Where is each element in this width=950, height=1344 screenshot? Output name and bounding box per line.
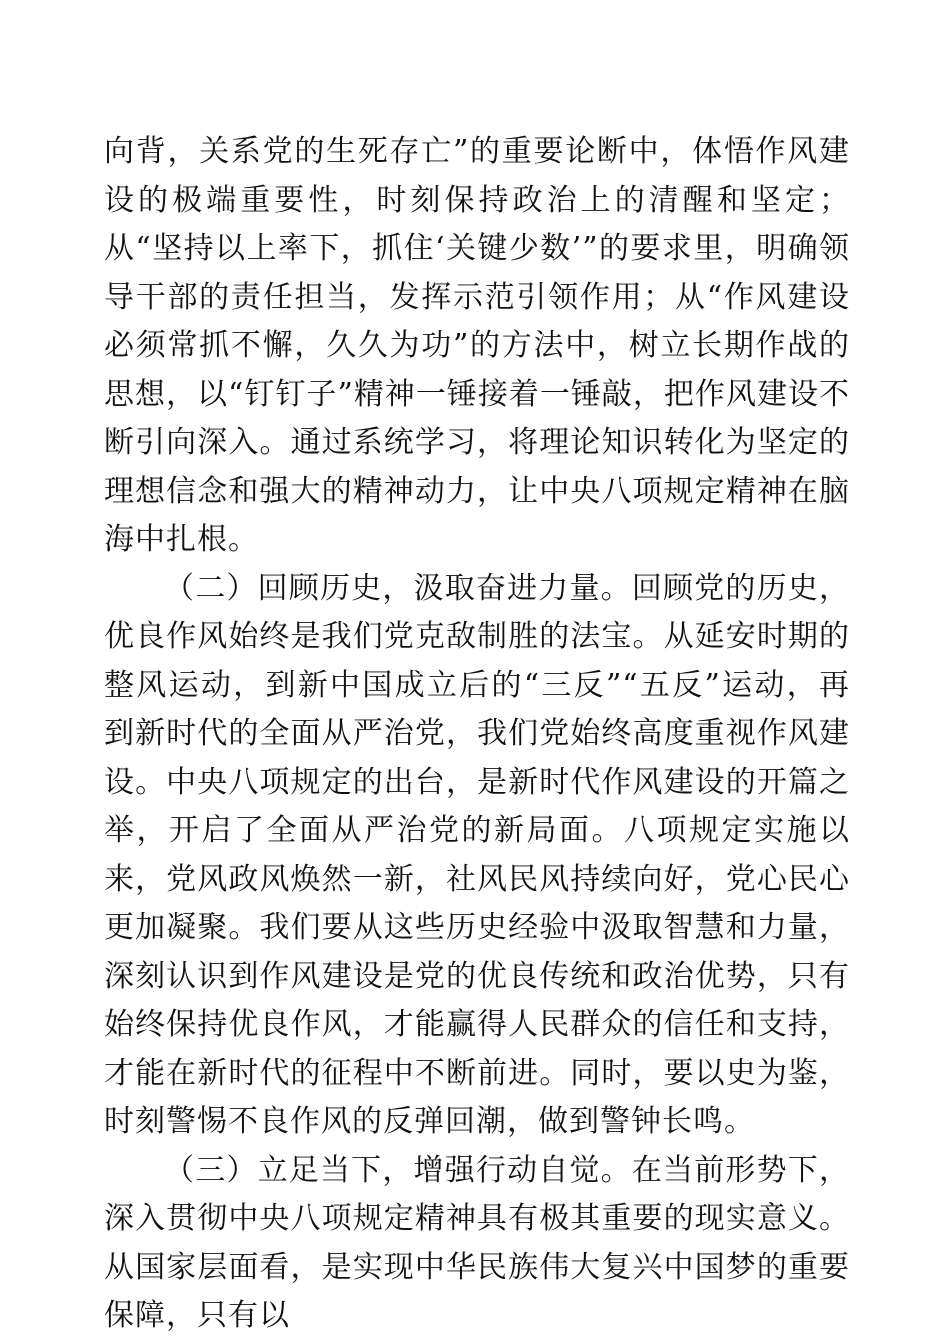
paragraph-1: 向背，关系党的生死存亡”的重要论断中，体悟作风建设的极端重要性，时刻保持政治上的清醒和坚定；从“坚持以上率下，抓住‘关键少数’”的要求里，明确领导干部的责任担当，发挥示范引领作用；从“作风建设必须常抓不懈，久久为功”的方法中，树立长期作战的思想，以“钉钉子”精神一锤接着一锤敲，把作风建设不断引向深入。通过系统学习，将理论知识转化为坚定的理想信念和强大的精神动力，让中央八项规定精神在脑海中扎根。 [104, 134, 850, 557]
document-body [104, 128, 850, 1341]
paragraph-2: （二）回顾历史，汲取奋进力量。回顾党的历史，优良作风始终是我们党克敌制胜的法宝。从延安时期的整风运动，到新中国成立后的“三反”“五反”运动，再到新时代的全面从严治党，我们党始终高度重视作风建设。中央八项规定的出台，是新时代作风建设的开篇之举，开启了全面从严治党的新局面。八项规定实施以来，党风政风焕然一新，社风民风持续向好，党心民心更加凝聚。我们要从这些历史经验中汲取智慧和力量，深刻认识到作风建设是党的优良传统和政治优势，只有始终保持优良作风，才能赢得人民群众的信任和支持，才能在新时代的征程中不断前进。同时，要以史为鉴，时刻警惕不良作风的反弹回潮，做到警钟长鸣。 [104, 570, 850, 1139]
paragraph-3: （三）立足当下，增强行动自觉。在当前形势下，深入贯彻中央八项规定精神具有极其重要的现实意义。从国家层面看，是实现中华民族伟大复兴中国梦的重要保障，只有以 [104, 1152, 850, 1333]
